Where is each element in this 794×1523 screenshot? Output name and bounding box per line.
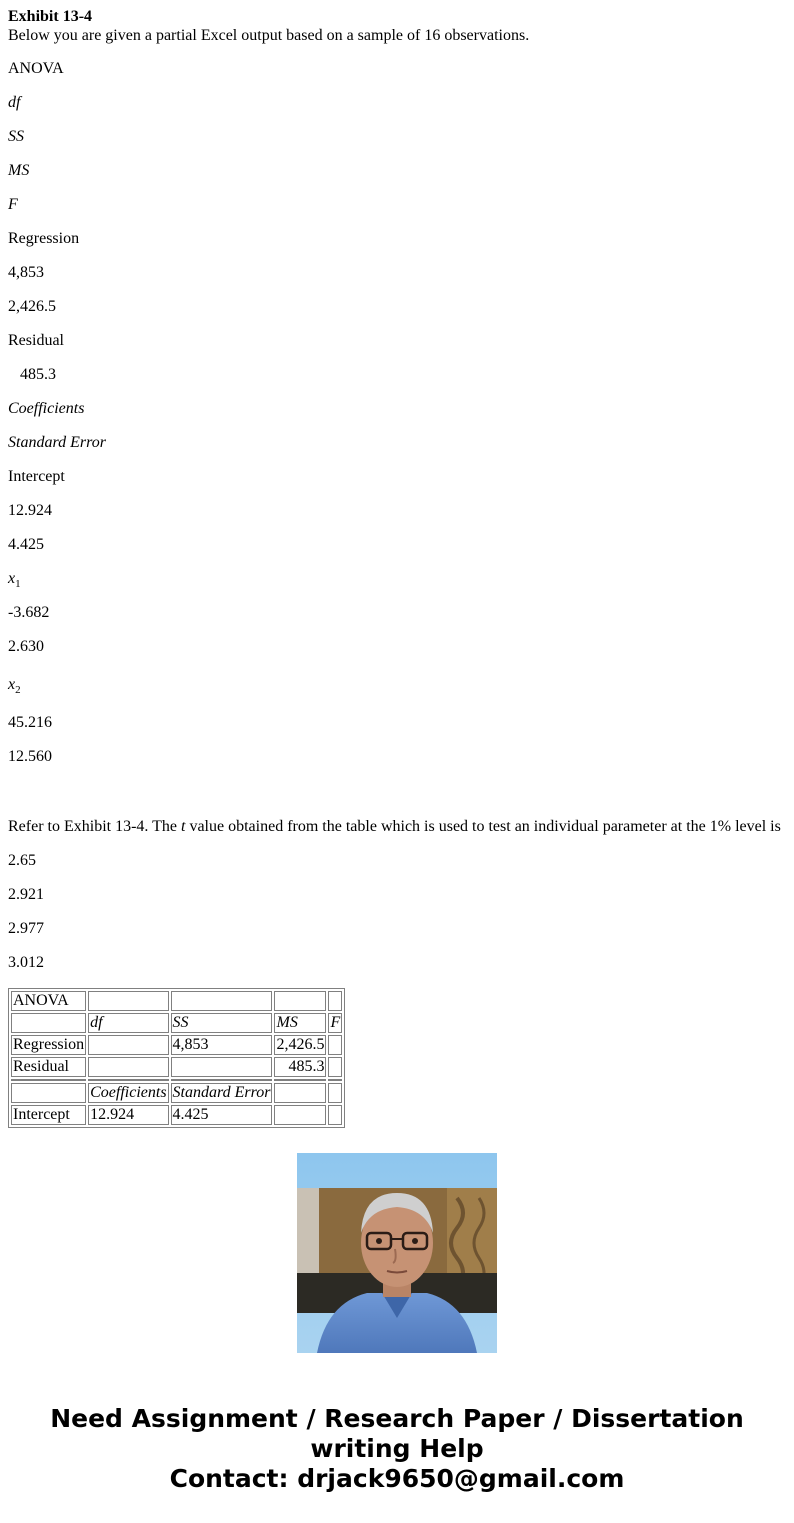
promo-banner [0, 1404, 794, 1494]
intercept-se: 4.425 [8, 536, 44, 553]
x1-coef: -3.682 [8, 604, 50, 621]
table-cell [11, 1013, 86, 1033]
table-row [11, 1057, 342, 1077]
answer-option-1[interactable]: 2.65 [8, 852, 36, 869]
table-separator-row [11, 1079, 342, 1081]
table-cell [274, 991, 326, 1011]
exhibit-intro: Below you are given a partial Excel output based on a sample of 16 observations. [8, 27, 530, 44]
table-cell: SS [171, 1013, 273, 1033]
exhibit-header [8, 7, 794, 45]
table-cell [171, 1079, 273, 1081]
x1-var: x [8, 570, 16, 587]
table-cell [88, 1057, 168, 1077]
table-row [11, 1013, 342, 1033]
x2-coef: 45.216 [8, 714, 52, 731]
table-cell [274, 1083, 326, 1103]
table-row [11, 1105, 342, 1125]
x2-var: x [8, 676, 16, 693]
author-avatar [297, 1153, 497, 1353]
x2-se: 12.560 [8, 748, 52, 765]
question-t-var: t [181, 818, 186, 835]
table-cell: 2,426.5 [276, 1036, 325, 1053]
table-cell: Residual [11, 1057, 86, 1077]
anova-table [8, 988, 345, 1128]
regression-ms: 2,426.5 [8, 298, 56, 315]
table-cell [328, 1083, 342, 1103]
table-cell [274, 1079, 326, 1081]
table-cell: MS [274, 1013, 326, 1033]
regression-label: Regression [8, 230, 80, 247]
question-before: Refer to Exhibit 13-4. The [8, 818, 181, 835]
regression-ss: 4,853 [8, 264, 44, 281]
table-cell: Intercept [11, 1105, 86, 1125]
x2-label [8, 675, 21, 694]
table-cell: 4,853 [171, 1035, 273, 1055]
promo-line-1: Need Assignment / Research Paper / Dissertation [50, 1404, 744, 1433]
intercept-label: Intercept [8, 468, 65, 485]
table-cell [328, 991, 342, 1011]
x1-label [8, 569, 21, 588]
question-text [8, 817, 781, 836]
anova-label: ANOVA [8, 60, 64, 77]
question-after: value obtained from the table which is used to test an individual parameter at the 1% level is [185, 818, 781, 835]
x2-subscript: 2 [15, 684, 21, 696]
table-row [11, 991, 342, 1011]
table-cell: Standard Error [172, 1084, 271, 1101]
table-cell [328, 1105, 342, 1125]
table-cell [328, 1035, 342, 1055]
table-cell [171, 1057, 273, 1077]
promo-line-2: writing Help [310, 1434, 484, 1463]
answer-option-4[interactable]: 3.012 [8, 954, 44, 971]
table-row [11, 1035, 342, 1055]
table-cell: Coefficients [90, 1084, 167, 1101]
intercept-coef: 12.924 [8, 502, 52, 519]
table-cell: F [330, 1014, 341, 1031]
ms-label: MS [8, 162, 30, 179]
x1-subscript: 1 [15, 578, 21, 590]
table-cell [11, 1083, 86, 1103]
table-cell: 12.924 [88, 1105, 168, 1125]
df-label: df [8, 94, 21, 111]
table-cell [11, 1079, 86, 1081]
table-cell [171, 991, 273, 1011]
coefficients-label: Coefficients [8, 400, 85, 417]
author-portrait-image [297, 1153, 497, 1353]
table-row [11, 1083, 342, 1103]
table-cell [88, 1079, 168, 1081]
table-cell [328, 1057, 342, 1077]
answer-option-3[interactable]: 2.977 [8, 920, 44, 937]
f-label: F [8, 196, 18, 213]
std-error-label: Standard Error [8, 434, 106, 451]
exhibit-title: Exhibit 13-4 [8, 8, 93, 25]
promo-contact[interactable]: Contact: drjack9650@gmail.com [169, 1464, 625, 1493]
x1-se: 2.630 [8, 638, 44, 655]
residual-ms: 485.3 [8, 366, 56, 383]
table-cell [328, 1079, 342, 1081]
table-cell [274, 1105, 326, 1125]
table-cell [88, 991, 168, 1011]
table-cell: 4.425 [171, 1105, 273, 1125]
table-cell: ANOVA [11, 991, 86, 1011]
table-cell [88, 1035, 168, 1055]
table-cell: Regression [13, 1036, 85, 1053]
ss-label: SS [8, 128, 24, 145]
table-cell: 485.3 [274, 1057, 326, 1077]
table-cell: df [88, 1013, 168, 1033]
anova-table-container [8, 988, 341, 1123]
answer-option-2[interactable]: 2.921 [8, 886, 44, 903]
residual-label: Residual [8, 332, 64, 349]
